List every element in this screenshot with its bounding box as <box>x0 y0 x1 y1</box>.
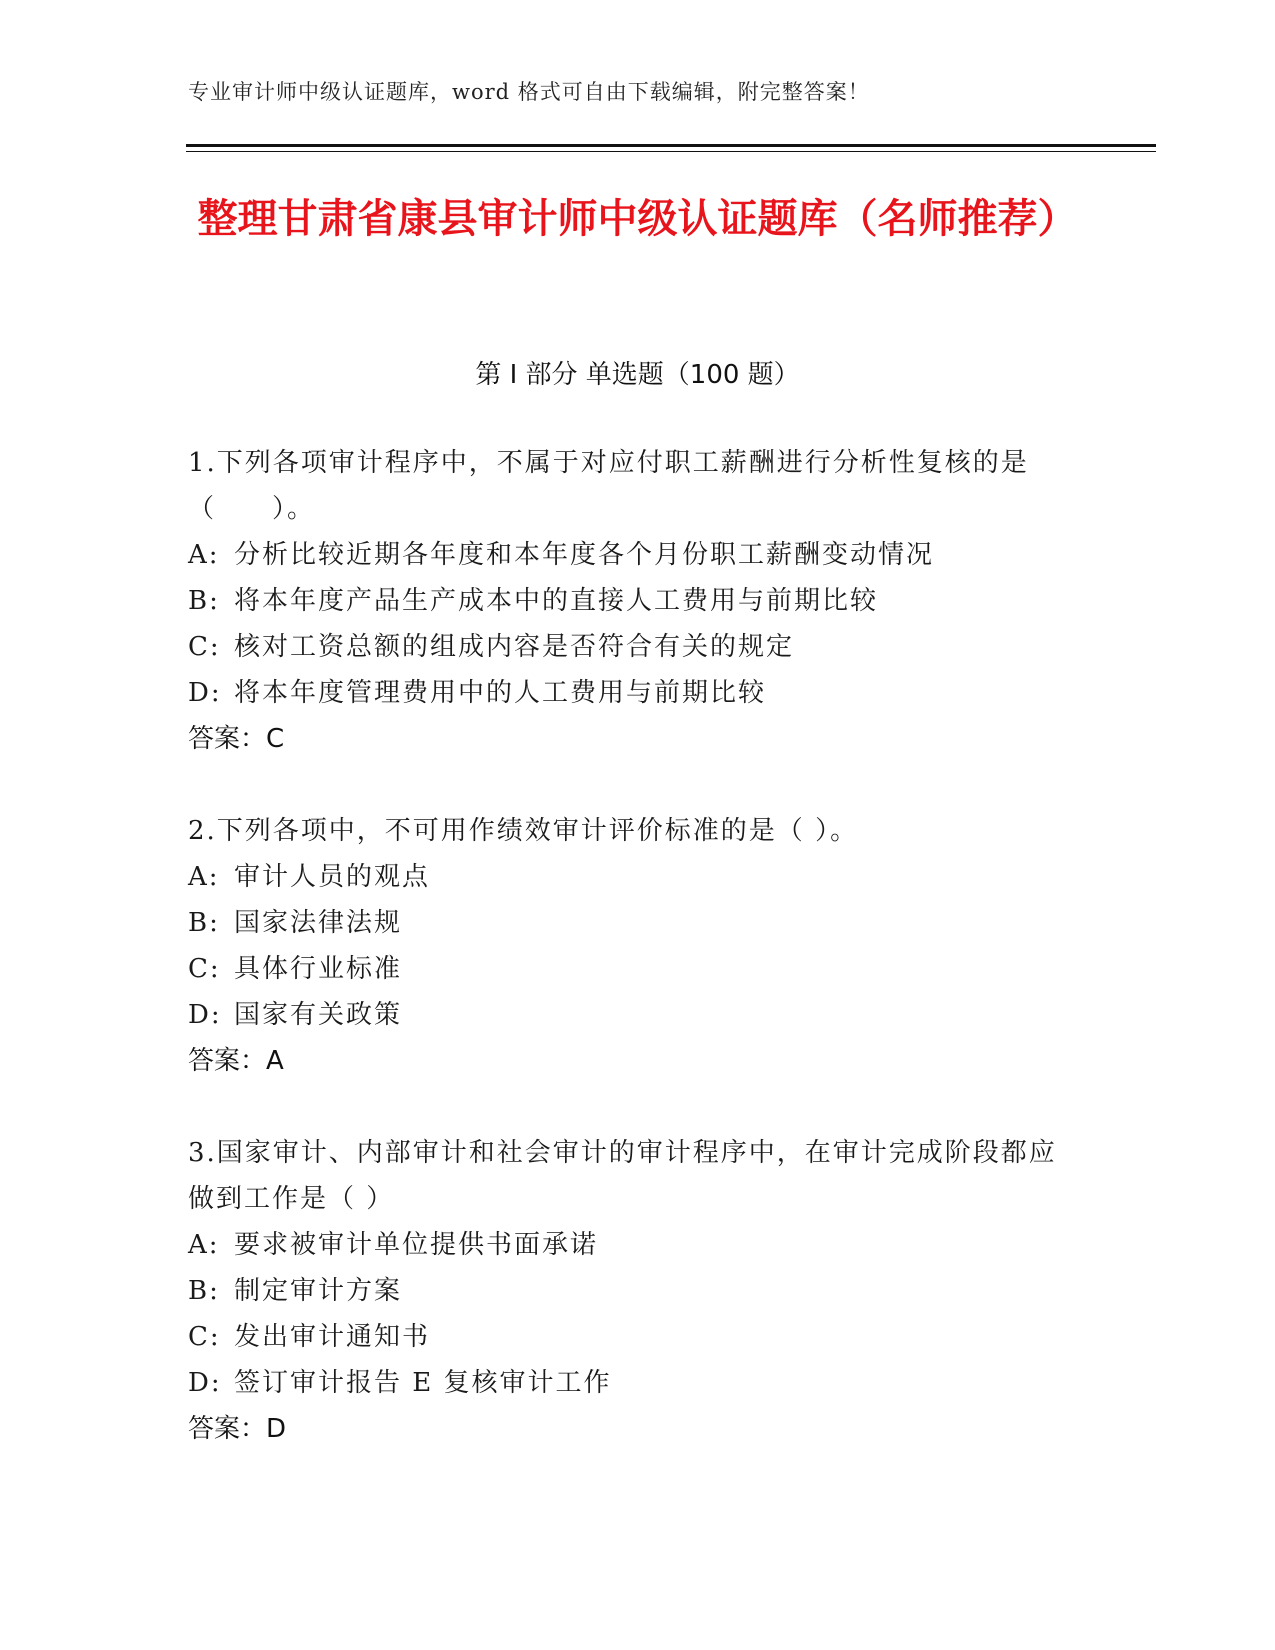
option-b <box>188 900 1068 946</box>
option-key: C: <box>188 1322 221 1352</box>
option-a <box>188 854 1068 900</box>
option-a <box>188 1222 1068 1268</box>
option-text: 制定审计方案 <box>234 1276 403 1306</box>
option-d <box>188 670 1068 716</box>
option-key: A: <box>188 1230 220 1260</box>
question-3 <box>188 1130 1068 1452</box>
option-text: 国家有关政策 <box>234 1000 403 1030</box>
question-list <box>188 440 1068 1498</box>
option-text: 要求被审计单位提供书面承诺 <box>234 1230 599 1260</box>
option-text: 国家法律法规 <box>234 908 403 938</box>
question-text: 2.下列各项中，不可用作绩效审计评价标准的是（ ）。 <box>188 816 859 846</box>
option-key: B: <box>188 1276 220 1306</box>
option-key: B: <box>188 908 220 938</box>
option-key: C: <box>188 632 221 662</box>
option-c <box>188 946 1068 992</box>
option-text: 具体行业标准 <box>234 954 403 984</box>
header-note: 专业审计师中级认证题库，word 格式可自由下载编辑，附完整答案！ <box>188 80 870 104</box>
option-b <box>188 1268 1068 1314</box>
header-divider-thick <box>186 144 1156 147</box>
option-text: 审计人员的观点 <box>234 862 431 892</box>
option-text: 将本年度产品生产成本中的直接人工费用与前期比较 <box>234 586 879 616</box>
option-a <box>188 532 1068 578</box>
header-divider-thin <box>186 151 1156 152</box>
option-text: 发出审计通知书 <box>234 1322 431 1352</box>
option-key: D: <box>188 1368 222 1398</box>
option-key: A: <box>188 862 220 892</box>
option-key: D: <box>188 678 222 708</box>
question-text: 1.下列各项审计程序中，不属于对应付职工薪酬进行分析性复核的是（ ）。 <box>188 448 1029 524</box>
option-d <box>188 992 1068 1038</box>
option-text: 核对工资总额的组成内容是否符合有关的规定 <box>234 632 795 662</box>
option-c <box>188 1314 1068 1360</box>
option-key: A: <box>188 540 220 570</box>
document-title: 整理甘肃省康县审计师中级认证题库（名师推荐） <box>197 196 1078 242</box>
option-key: C: <box>188 954 221 984</box>
option-c <box>188 624 1068 670</box>
option-text: 签订审计报告 E 复核审计工作 <box>234 1368 612 1398</box>
option-key: B: <box>188 586 220 616</box>
answer: 答案：D <box>188 1414 287 1444</box>
option-text: 将本年度管理费用中的人工费用与前期比较 <box>234 678 767 708</box>
option-d <box>188 1360 1068 1406</box>
question-2 <box>188 808 1068 1084</box>
section-heading: 第 I 部分 单选题（100 题） <box>475 360 800 390</box>
option-text: 分析比较近期各年度和本年度各个月份职工薪酬变动情况 <box>234 540 935 570</box>
answer: 答案：C <box>188 724 285 754</box>
question-text: 3.国家审计、内部审计和社会审计的审计程序中，在审计完成阶段都应做到工作是（ ） <box>188 1138 1057 1214</box>
question-1 <box>188 440 1068 762</box>
option-key: D: <box>188 1000 222 1030</box>
answer: 答案：A <box>188 1046 284 1076</box>
option-b <box>188 578 1068 624</box>
